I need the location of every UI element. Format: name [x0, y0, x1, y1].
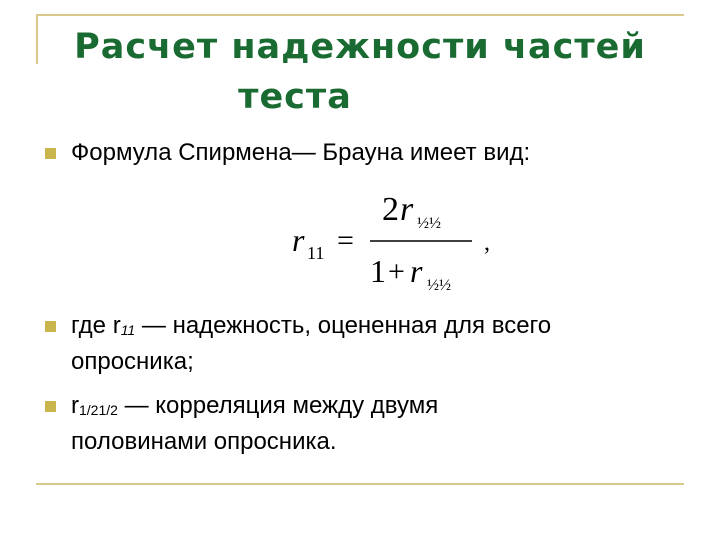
title-line-1: Расчет надежности частей [74, 27, 646, 67]
formula-lhs-sub: 11 [307, 243, 325, 263]
bullet-3-line-2: половинами опросника. [71, 428, 337, 455]
formula-den-plus: + [388, 255, 405, 288]
bullet-2-line-2: опросника; [71, 348, 194, 375]
formula-num-sub: ½½ [417, 215, 441, 232]
formula-trailing-comma: , [484, 230, 490, 256]
bullet-square-icon [45, 148, 56, 159]
bullet-1-text: Формула Спирмена— Брауна имеет вид: [71, 139, 531, 166]
bullet-2-subscript: 11 [120, 322, 136, 338]
formula-num-coef: 2 [382, 191, 399, 228]
formula-lhs-var: r [292, 222, 305, 258]
top-frame-tick [36, 14, 38, 64]
title-line-2: теста [238, 77, 352, 117]
bullet-2-line-1 [71, 310, 551, 346]
bullet-2-rest: — надежность, оцененная для всего [135, 312, 552, 339]
bottom-frame-line [36, 483, 684, 485]
formula-equals: = [337, 224, 354, 257]
spearman-brown-formula [282, 182, 522, 302]
bullet-square-icon [45, 401, 56, 412]
bullet-square-icon [45, 321, 56, 332]
formula-num-var: r [400, 191, 414, 228]
formula-den-one: 1 [370, 253, 386, 289]
slide-title [40, 22, 680, 122]
bullet-3-text [71, 390, 438, 457]
bullet-3-rest: — корреляция между двумя [117, 392, 439, 419]
bullet-2-prefix: где r [71, 312, 121, 339]
formula-den-sub: ½½ [427, 277, 451, 294]
top-frame-line [36, 14, 684, 16]
bullet-2-text [71, 310, 551, 377]
bullet-3-line-1 [71, 390, 438, 426]
bullet-3-prefix: r [71, 392, 79, 419]
bullet-3-subscript: 1/21/2 [79, 402, 118, 418]
formula-den-var: r [410, 253, 423, 289]
